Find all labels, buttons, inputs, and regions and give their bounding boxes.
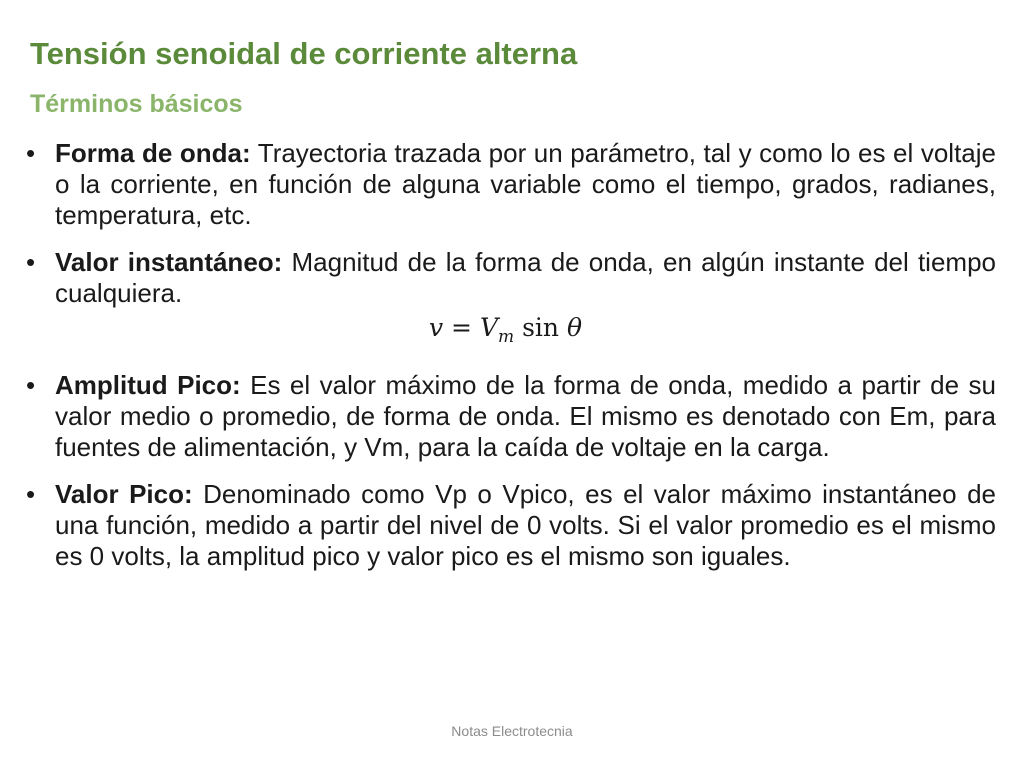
bullet-term: Valor Pico: [55,479,193,509]
bullet-term: Amplitud Pico: [55,370,241,400]
formula-equals: = [443,313,480,342]
bullet-dot-icon: • [26,138,36,168]
bullet-text: Denominado como Vp o Vpico, es el valor máximo instantáneo de una función, medido a partir del nivel de 0 volts. Si el valor promedio es el mismo es 0 volts, la amplitud pico y valor pico es el mismo son iguales. [55,479,996,571]
formula-amplitude: V [479,313,498,342]
slide-title: Tensión senoidal de corriente alterna [30,36,578,71]
formula-lhs: v [428,313,444,342]
bullet-dot-icon: • [26,370,36,400]
bullet-valor-pico [24,479,996,572]
formula-function: sin [514,313,567,342]
formula-subscript: m [498,327,515,347]
bullet-valor-instantaneo [24,247,996,354]
bullet-amplitud-pico [24,370,996,463]
slide-subtitle: Términos básicos [30,90,243,118]
bullet-text: Es el valor máximo de la forma de onda, medido a partir de su valor medio o promedio, de forma de onda. El mismo es denotado con Em, para fuentes de alimentación, y Vm, para la caída de voltaje en la carga. [55,370,996,462]
formula [55,311,996,354]
bullet-text: Trayectoria trazada por un parámetro, tal y como lo es el voltaje o la corriente, en función de alguna variable como el tiempo, grados, radianes, temperatura, etc. [55,138,997,230]
bullet-list [24,138,996,588]
bullet-dot-icon: • [26,479,36,509]
formula-angle: θ [566,313,583,342]
bullet-dot-icon: • [26,247,36,277]
bullet-term: Forma de onda: [55,138,251,168]
bullet-text: Magnitud de la forma de onda, en algún instante del tiempo cualquiera. [55,247,996,308]
bullet-forma-de-onda [24,138,996,231]
bullet-term: Valor instantáneo: [55,247,283,277]
footer: Notas Electrotecnia [451,723,573,739]
